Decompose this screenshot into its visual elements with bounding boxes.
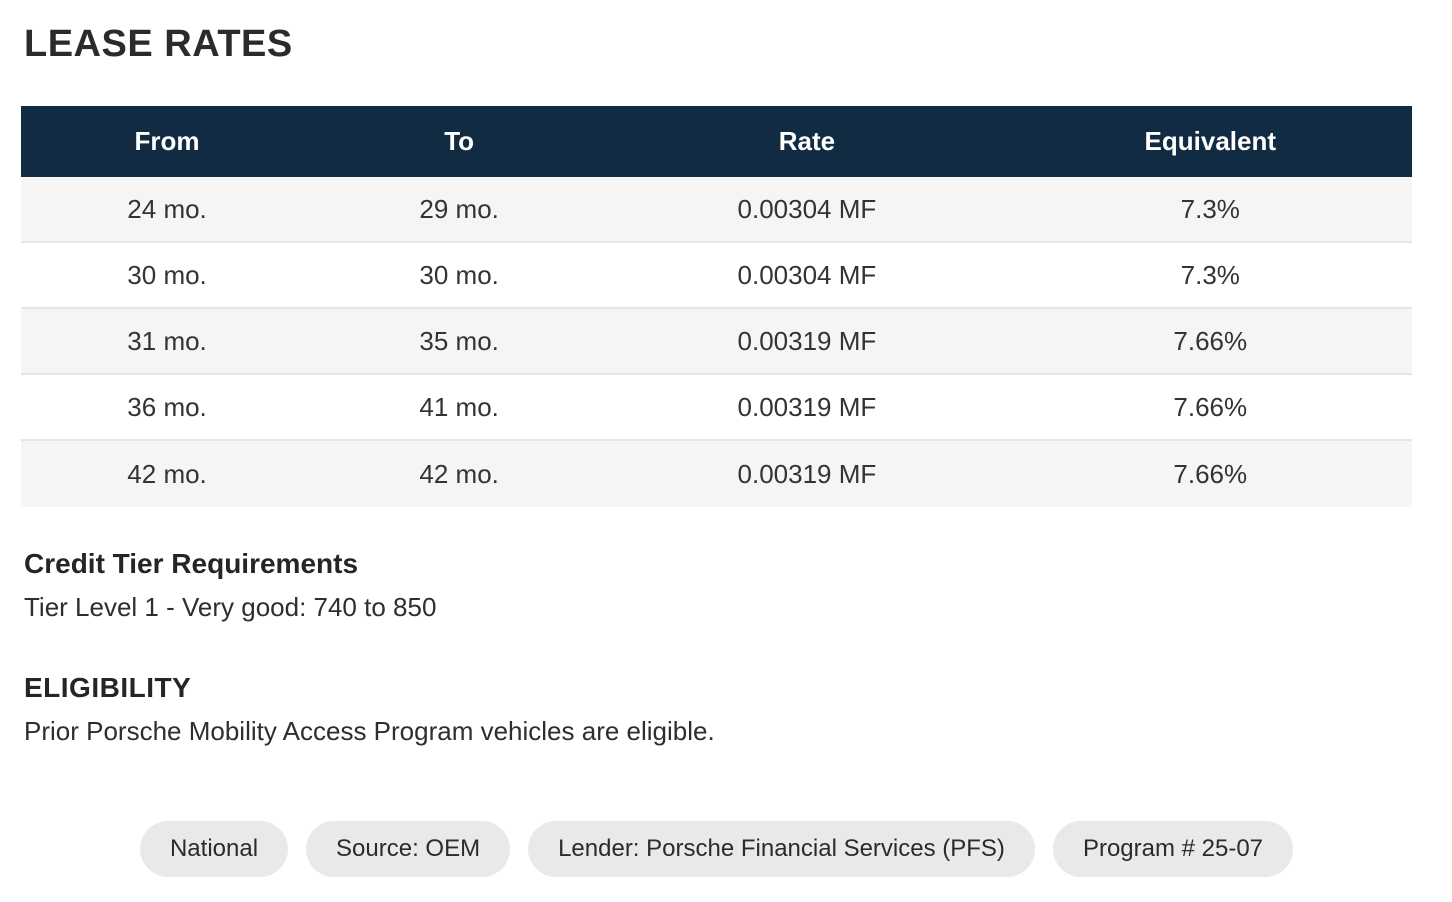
cell-to: 30 mo. <box>419 259 499 290</box>
cell-rate: 0.00304 MF <box>737 193 877 224</box>
column-header-from: From <box>134 126 200 156</box>
cell-to: 35 mo. <box>419 325 499 356</box>
column-header-equivalent: Equivalent <box>1144 126 1277 156</box>
badge-lender: Lender: Porsche Financial Services (PFS) <box>528 821 1035 877</box>
eligibility-detail: Prior Porsche Mobility Access Program vehicles are eligible. <box>24 716 715 746</box>
cell-equivalent: 7.3% <box>1180 193 1240 224</box>
badge-source: Source: OEM <box>306 821 510 877</box>
table-row <box>21 243 1412 309</box>
page-title: LEASE RATES <box>24 23 293 65</box>
eligibility-heading: ELIGIBILITY <box>24 672 192 703</box>
cell-equivalent: 7.66% <box>1173 458 1248 489</box>
cell-from: 24 mo. <box>127 193 207 224</box>
cell-equivalent: 7.3% <box>1180 259 1240 290</box>
badge-program-number: Program # 25-07 <box>1053 821 1293 877</box>
column-header-rate: Rate <box>778 126 836 156</box>
cell-to: 42 mo. <box>419 458 499 489</box>
cell-rate: 0.00304 MF <box>737 259 877 290</box>
cell-equivalent: 7.66% <box>1173 325 1248 356</box>
cell-rate: 0.00319 MF <box>737 391 877 422</box>
badge-national: National <box>140 821 288 877</box>
cell-from: 42 mo. <box>127 458 207 489</box>
table-row <box>21 375 1412 441</box>
cell-from: 30 mo. <box>127 259 207 290</box>
cell-from: 36 mo. <box>127 391 207 422</box>
cell-to: 41 mo. <box>419 391 499 422</box>
table-row <box>21 309 1412 375</box>
cell-from: 31 mo. <box>127 325 207 356</box>
credit-tier-detail: Tier Level 1 - Very good: 740 to 850 <box>24 592 437 622</box>
table-row <box>21 441 1412 507</box>
badge-row <box>21 821 1412 877</box>
table-header-row <box>21 106 1412 177</box>
cell-to: 29 mo. <box>419 193 499 224</box>
cell-equivalent: 7.66% <box>1173 391 1248 422</box>
credit-tier-heading: Credit Tier Requirements <box>24 548 359 579</box>
lease-rates-table <box>21 106 1412 507</box>
column-header-to: To <box>444 126 475 156</box>
table-row <box>21 177 1412 243</box>
cell-rate: 0.00319 MF <box>737 458 877 489</box>
cell-rate: 0.00319 MF <box>737 325 877 356</box>
